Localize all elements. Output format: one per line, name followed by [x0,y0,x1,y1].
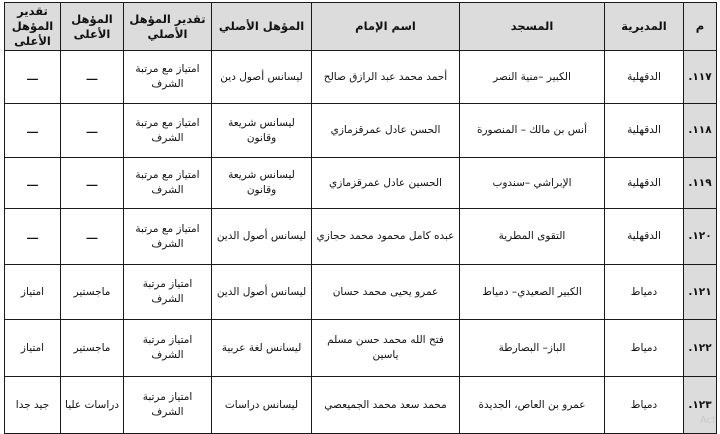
cell-high-grade: ـــ [5,51,61,104]
cell-mosque: الكبير –منية النصر [460,51,605,104]
cell-high-grade: ـــ [5,209,61,265]
cell-directorate: الدقهلية [605,209,684,265]
cell-num: ١٢٠. [684,209,717,265]
cell-imam: الحسن عادل عمرقزمازي [312,104,460,158]
header-high-qual: المؤهل الأعلى [61,3,124,51]
cell-num: ١٢١. [684,265,717,320]
cell-num: ١١٨. [684,104,717,158]
table-row [5,265,717,320]
cell-orig-qual: ليسانس أصول الدين [212,209,312,265]
table-row [5,51,717,104]
cell-orig-qual: ليسانس شريعة وقانون [212,104,312,158]
cell-orig-grade: امتياز مع مرتبة الشرف [124,104,212,158]
cell-orig-qual: ليسانس أصول دين [212,51,312,104]
cell-high-grade: امتياز [5,265,61,320]
table-row [5,320,717,377]
cell-high-grade: جيد جدا [5,377,61,434]
cell-mosque: الكبير الصعيدي– دمياط [460,265,605,320]
header-orig-grade: تقدير المؤهل الأصلي [124,3,212,51]
cell-directorate: دمياط [605,377,684,434]
cell-high-grade: ـــ [5,158,61,209]
cell-num: ١١٩. [684,158,717,209]
cell-mosque: الباز– البصارطة [460,320,605,377]
cell-orig-qual: ليسانس شريعة وقانون [212,158,312,209]
header-num: م [684,3,717,51]
cell-mosque: التقوى المطرية [460,209,605,265]
watermark-text: Act [699,415,716,426]
table-row [5,158,717,209]
cell-num: ١١٧. [684,51,717,104]
header-high-grade: تقدير المؤهل الأعلى [5,3,61,51]
cell-high-grade: امتياز [5,320,61,377]
cell-high-qual: ـــ [61,104,124,158]
cell-mosque: عمرو بن العاص، الجديدة [460,377,605,434]
cell-imam: محمد سعد محمد الجميعصي [312,377,460,434]
table-row [5,104,717,158]
cell-imam: عبده كامل محمود محمد حجازي [312,209,460,265]
imams-table [4,2,717,434]
cell-high-qual: دراسات عليا [61,377,124,434]
cell-mosque: الإبراشي –سندوب [460,158,605,209]
cell-imam: فتح الله محمد حسن مسلم ياسين [312,320,460,377]
header-imam: اسم الإمام [312,3,460,51]
cell-imam: الحسين عادل عمرقزمازي [312,158,460,209]
cell-high-qual: ـــ [61,158,124,209]
cell-directorate: الدقهلية [605,158,684,209]
cell-high-qual: ماجستير [61,265,124,320]
cell-orig-grade: امتياز مرتبة الشرف [124,377,212,434]
cell-orig-grade: امتياز مرتبة الشرف [124,265,212,320]
cell-high-qual: ـــ [61,209,124,265]
cell-orig-qual: ليسانس أصول الدين [212,265,312,320]
cell-imam: أحمد محمد عبد الرازق صالح [312,51,460,104]
cell-high-qual: ماجستير [61,320,124,377]
cell-high-qual: ـــ [61,51,124,104]
imams-table-container [4,2,716,434]
cell-directorate: دمياط [605,265,684,320]
cell-orig-qual: ليسانس لغة عربية [212,320,312,377]
cell-num: ١٢٣. [684,377,717,434]
table-row [5,377,717,434]
cell-mosque: أنس بن مالك – المنصورة [460,104,605,158]
cell-num: ١٢٢. [684,320,717,377]
header-orig-qual: المؤهل الأصلي [212,3,312,51]
cell-directorate: الدقهلية [605,104,684,158]
cell-directorate: دمياط [605,320,684,377]
header-mosque: المسجد [460,3,605,51]
cell-orig-grade: امتياز مع مرتبة الشرف [124,51,212,104]
cell-high-grade: ـــ [5,104,61,158]
cell-orig-grade: امتياز مع مرتبة الشرف [124,209,212,265]
cell-orig-grade: امتياز مرتبة الشرف [124,320,212,377]
cell-directorate: الدقهلية [605,51,684,104]
cell-imam: عمرو يحيى محمد حسان [312,265,460,320]
table-row [5,209,717,265]
cell-orig-grade: امتياز مع مرتبة الشرف [124,158,212,209]
header-directorate: المديرية [605,3,684,51]
cell-orig-qual: ليسانس دراسات [212,377,312,434]
header-row [5,3,717,51]
